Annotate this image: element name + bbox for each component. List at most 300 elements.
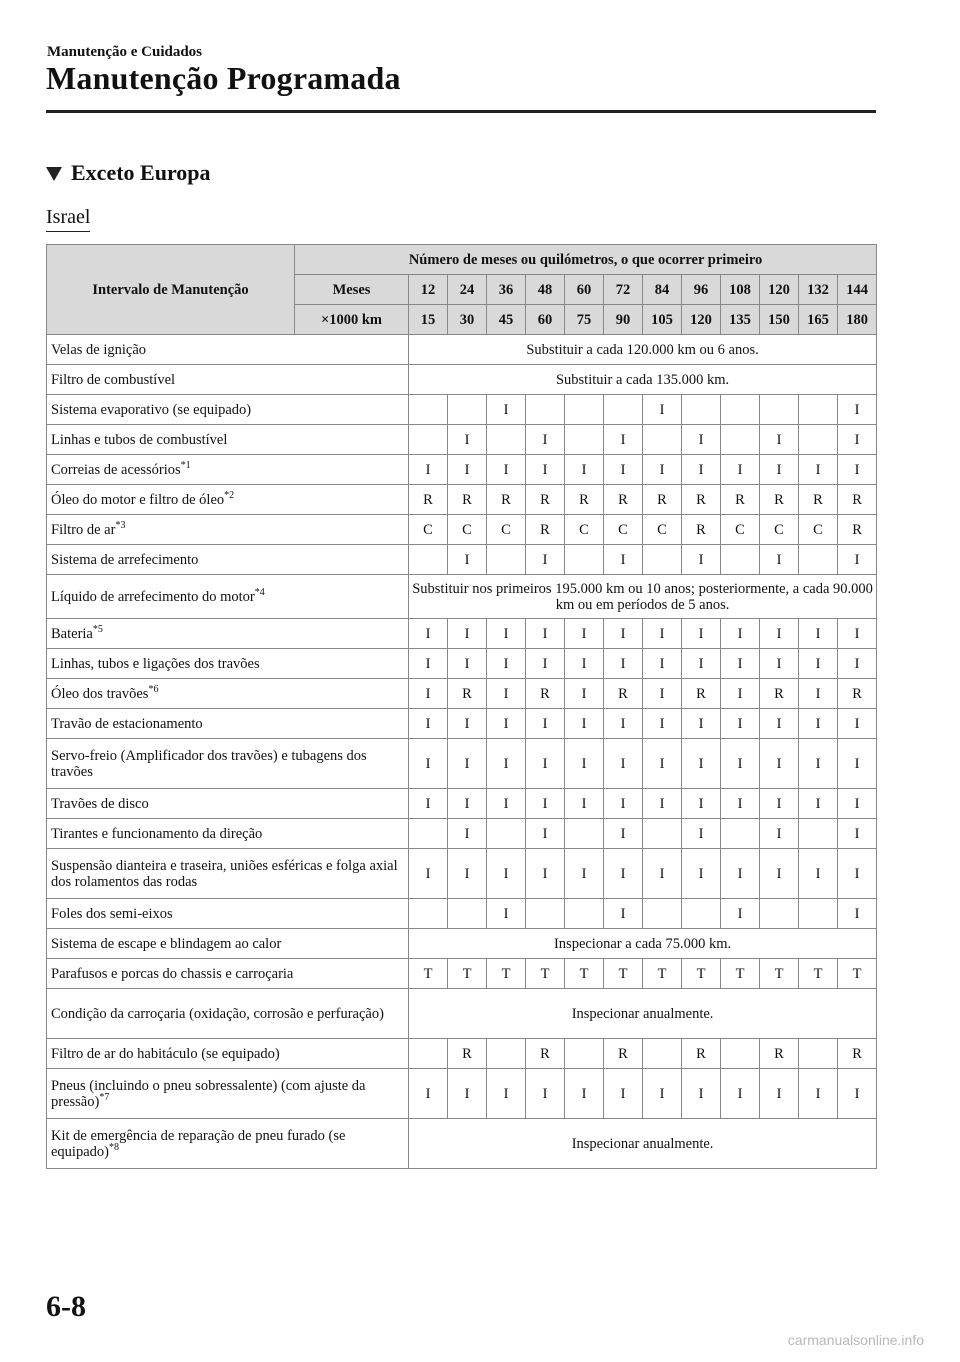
interval-cell: C	[409, 515, 448, 545]
interval-cell: R	[526, 515, 565, 545]
interval-cell: T	[643, 959, 682, 989]
interval-cell: I	[799, 455, 838, 485]
interval-cell: I	[487, 455, 526, 485]
interval-cell: R	[448, 485, 487, 515]
interval-cell: I	[604, 739, 643, 789]
km-value-cell: 45	[487, 305, 526, 335]
interval-cell: I	[721, 739, 760, 789]
interval-cell: I	[409, 849, 448, 899]
months-value-cell: 120	[760, 275, 799, 305]
table-row	[47, 335, 877, 365]
interval-cell: I	[682, 1069, 721, 1119]
interval-cell: I	[721, 455, 760, 485]
interval-cell	[526, 395, 565, 425]
interval-cell: I	[565, 679, 604, 709]
interval-cell: I	[487, 649, 526, 679]
interval-cell: I	[838, 545, 877, 575]
table-row	[47, 929, 877, 959]
interval-cell: I	[565, 619, 604, 649]
interval-cell: I	[604, 545, 643, 575]
item-label-cell	[47, 575, 409, 619]
interval-cell	[721, 395, 760, 425]
item-label: Filtro de ar do habitáculo (se equipado)	[51, 1045, 280, 1062]
km-value-cell: 60	[526, 305, 565, 335]
interval-cell: I	[604, 649, 643, 679]
section-title: Exceto Europa	[71, 160, 211, 185]
table-row	[47, 959, 877, 989]
interval-cell	[487, 819, 526, 849]
interval-cell: I	[565, 455, 604, 485]
item-label-cell	[47, 545, 409, 575]
interval-cell: I	[760, 455, 799, 485]
table-header	[47, 245, 877, 335]
interval-cell: I	[565, 849, 604, 899]
interval-cell: I	[643, 649, 682, 679]
interval-cell: C	[604, 515, 643, 545]
interval-cell: I	[838, 899, 877, 929]
item-label: Tirantes e funcionamento da direção	[51, 825, 263, 842]
item-label: Velas de ignição	[51, 341, 147, 358]
interval-span-cell: Substituir a cada 135.000 km.	[409, 365, 877, 395]
interval-cell: I	[682, 709, 721, 739]
months-value-cell: 12	[409, 275, 448, 305]
table-row	[47, 619, 877, 649]
interval-cell: T	[604, 959, 643, 989]
interval-cell	[565, 425, 604, 455]
interval-cell: I	[487, 899, 526, 929]
interval-cell: I	[838, 789, 877, 819]
interval-cell	[643, 425, 682, 455]
interval-cell: T	[526, 959, 565, 989]
interval-cell: C	[799, 515, 838, 545]
interval-cell: T	[682, 959, 721, 989]
km-label-cell: ×1000 km	[295, 305, 409, 335]
interval-cell: C	[565, 515, 604, 545]
interval-cell: I	[838, 425, 877, 455]
item-label-cell	[47, 649, 409, 679]
chapter-label: Manutenção e Cuidados	[47, 44, 203, 60]
interval-cell: I	[526, 649, 565, 679]
interval-cell: I	[409, 1069, 448, 1119]
interval-cell	[799, 545, 838, 575]
interval-cell: R	[682, 485, 721, 515]
interval-cell: R	[682, 515, 721, 545]
interval-cell	[721, 545, 760, 575]
interval-cell	[682, 395, 721, 425]
interval-cell: R	[448, 679, 487, 709]
interval-cell: I	[409, 679, 448, 709]
interval-cell: I	[565, 739, 604, 789]
interval-span-cell: Substituir a cada 120.000 km ou 6 anos.	[409, 335, 877, 365]
months-value-cell: 108	[721, 275, 760, 305]
item-label: Sistema evaporativo (se equipado)	[51, 401, 252, 418]
interval-cell: I	[721, 1069, 760, 1119]
interval-cell	[526, 899, 565, 929]
interval-cell: I	[448, 545, 487, 575]
interval-cell	[721, 819, 760, 849]
interval-cell: I	[682, 425, 721, 455]
interval-cell: R	[760, 679, 799, 709]
interval-cell: I	[682, 739, 721, 789]
footnote-marker: *6	[148, 683, 159, 695]
interval-cell: I	[565, 1069, 604, 1119]
interval-cell: I	[565, 789, 604, 819]
item-label: Suspensão dianteira e traseira, uniões esféricas e folga axial dos rolamentos das rodas	[51, 857, 398, 890]
interval-cell: T	[565, 959, 604, 989]
item-label: Condição da carroçaria (oxidação, corrosão e perfuração)	[51, 1005, 384, 1022]
months-value-cell: 60	[565, 275, 604, 305]
interval-cell: R	[838, 679, 877, 709]
months-value-cell: 24	[448, 275, 487, 305]
table-row	[47, 709, 877, 739]
interval-cell: C	[448, 515, 487, 545]
interval-cell	[487, 1039, 526, 1069]
interval-cell: R	[682, 1039, 721, 1069]
interval-cell: I	[448, 849, 487, 899]
interval-cell: C	[487, 515, 526, 545]
footnote-marker: *5	[92, 623, 103, 635]
interval-cell: I	[643, 849, 682, 899]
table-body	[47, 335, 877, 1169]
interval-cell	[487, 545, 526, 575]
interval-cell	[799, 395, 838, 425]
item-label-cell	[47, 335, 409, 365]
item-label-cell	[47, 455, 409, 485]
item-label: Correias de acessórios	[51, 461, 181, 478]
months-label-cell: Meses	[295, 275, 409, 305]
interval-cell: R	[526, 1039, 565, 1069]
interval-cell: R	[838, 515, 877, 545]
item-label-cell	[47, 899, 409, 929]
interval-cell: R	[448, 1039, 487, 1069]
table-row	[47, 365, 877, 395]
km-value-cell: 90	[604, 305, 643, 335]
interval-cell	[721, 1039, 760, 1069]
interval-cell	[565, 899, 604, 929]
triangle-down-icon	[46, 167, 62, 181]
interval-cell: I	[448, 455, 487, 485]
interval-cell: I	[721, 789, 760, 819]
interval-cell: T	[487, 959, 526, 989]
interval-cell: I	[604, 849, 643, 899]
km-value-cell: 30	[448, 305, 487, 335]
interval-cell: I	[838, 395, 877, 425]
interval-cell	[799, 819, 838, 849]
item-label-cell	[47, 789, 409, 819]
interval-cell: I	[526, 619, 565, 649]
interval-cell: I	[409, 739, 448, 789]
header-divider	[46, 110, 876, 113]
km-value-cell: 105	[643, 305, 682, 335]
months-value-cell: 132	[799, 275, 838, 305]
interval-cell: C	[721, 515, 760, 545]
interval-cell: I	[838, 819, 877, 849]
item-label: Líquido de arrefecimento do motor	[51, 588, 255, 605]
interval-cell: I	[760, 849, 799, 899]
interval-cell: R	[565, 485, 604, 515]
interval-cell: T	[409, 959, 448, 989]
interval-cell: I	[604, 899, 643, 929]
item-label: Foles dos semi-eixos	[51, 905, 173, 922]
interval-cell: I	[799, 679, 838, 709]
item-label-cell	[47, 679, 409, 709]
interval-cell	[799, 1039, 838, 1069]
interval-cell	[565, 1039, 604, 1069]
item-label-cell	[47, 959, 409, 989]
table-row	[47, 1069, 877, 1119]
interval-cell: I	[643, 789, 682, 819]
interval-cell: I	[409, 709, 448, 739]
interval-cell: I	[526, 545, 565, 575]
interval-cell: R	[838, 1039, 877, 1069]
interval-cell: I	[448, 619, 487, 649]
interval-cell: I	[838, 619, 877, 649]
interval-cell: C	[643, 515, 682, 545]
interval-cell	[760, 899, 799, 929]
interval-cell	[565, 819, 604, 849]
item-label-cell	[47, 515, 409, 545]
interval-cell: I	[799, 1069, 838, 1119]
interval-cell: I	[721, 619, 760, 649]
interval-cell: I	[760, 1069, 799, 1119]
interval-cell	[487, 425, 526, 455]
table-row	[47, 485, 877, 515]
interval-span-cell: Inspecionar anualmente.	[409, 1119, 877, 1169]
interval-cell: I	[526, 425, 565, 455]
interval-cell: I	[643, 1069, 682, 1119]
table-row	[47, 849, 877, 899]
interval-cell: I	[487, 739, 526, 789]
interval-cell: I	[526, 1069, 565, 1119]
interval-cell: I	[799, 619, 838, 649]
item-label-cell	[47, 619, 409, 649]
interval-cell: I	[721, 649, 760, 679]
table-row	[47, 789, 877, 819]
footnote-marker: *3	[115, 519, 126, 531]
interval-cell	[643, 819, 682, 849]
interval-cell: I	[448, 819, 487, 849]
interval-cell: T	[838, 959, 877, 989]
item-label: Parafusos e porcas do chassis e carroçaria	[51, 965, 294, 982]
interval-span-cell: Substituir nos primeiros 195.000 km ou 10 anos; posteriormente, a cada 90.000 km ou em períodos de 5 anos.	[409, 575, 877, 619]
interval-cell: I	[682, 649, 721, 679]
interval-cell: I	[409, 619, 448, 649]
months-value-cell: 144	[838, 275, 877, 305]
interval-cell: R	[838, 485, 877, 515]
item-label: Bateria	[51, 625, 93, 642]
interval-cell: R	[760, 1039, 799, 1069]
maintenance-schedule-table	[46, 244, 877, 1169]
interval-cell: I	[760, 739, 799, 789]
item-label-cell	[47, 709, 409, 739]
km-value-cell: 165	[799, 305, 838, 335]
item-label: Filtro de ar	[51, 521, 116, 538]
interval-cell	[643, 899, 682, 929]
interval-cell: R	[721, 485, 760, 515]
table-row	[47, 515, 877, 545]
interval-cell	[409, 1039, 448, 1069]
table-row	[47, 899, 877, 929]
interval-cell	[643, 1039, 682, 1069]
table-row	[47, 425, 877, 455]
km-value-cell: 75	[565, 305, 604, 335]
footnote-marker: *8	[108, 1141, 119, 1153]
interval-cell: I	[682, 619, 721, 649]
months-value-cell: 48	[526, 275, 565, 305]
interval-cell: I	[760, 545, 799, 575]
interval-cell: R	[760, 485, 799, 515]
interval-cell: I	[721, 679, 760, 709]
interval-span-cell: Inspecionar anualmente.	[409, 989, 877, 1039]
interval-cell: I	[760, 819, 799, 849]
interval-cell: I	[487, 1069, 526, 1119]
interval-cell	[721, 425, 760, 455]
interval-cell: I	[799, 649, 838, 679]
interval-cell: C	[760, 515, 799, 545]
interval-cell: I	[487, 709, 526, 739]
interval-cell: I	[760, 425, 799, 455]
item-label-cell	[47, 929, 409, 959]
interval-cell	[799, 425, 838, 455]
interval-cell: I	[760, 649, 799, 679]
interval-cell: I	[682, 819, 721, 849]
section-heading	[46, 160, 211, 186]
interval-cell: I	[682, 455, 721, 485]
item-label: Filtro de combustível	[51, 371, 176, 388]
interval-cell: T	[721, 959, 760, 989]
interval-cell: I	[526, 789, 565, 819]
interval-cell: I	[838, 739, 877, 789]
months-value-cell: 96	[682, 275, 721, 305]
interval-cell: I	[604, 819, 643, 849]
interval-cell: I	[760, 619, 799, 649]
km-value-cell: 150	[760, 305, 799, 335]
months-value-cell: 84	[643, 275, 682, 305]
interval-cell	[565, 395, 604, 425]
item-label-cell	[47, 425, 409, 455]
interval-cell	[682, 899, 721, 929]
item-label-cell	[47, 989, 409, 1039]
interval-cell: R	[643, 485, 682, 515]
interval-cell: I	[487, 849, 526, 899]
interval-cell: I	[565, 709, 604, 739]
table-row	[47, 575, 877, 619]
table-row	[47, 1119, 877, 1169]
interval-cell: I	[487, 619, 526, 649]
interval-cell: R	[604, 1039, 643, 1069]
item-label: Linhas e tubos de combustível	[51, 431, 228, 448]
interval-cell: I	[643, 679, 682, 709]
item-label: Linhas, tubos e ligações dos travões	[51, 655, 260, 672]
item-label-cell	[47, 365, 409, 395]
table-row	[47, 739, 877, 789]
interval-cell	[760, 395, 799, 425]
interval-cell: I	[526, 455, 565, 485]
interval-cell: I	[604, 619, 643, 649]
interval-cell: I	[487, 395, 526, 425]
table-row	[47, 819, 877, 849]
interval-cell	[409, 899, 448, 929]
km-value-cell: 135	[721, 305, 760, 335]
interval-cell: I	[760, 789, 799, 819]
table-row	[47, 1039, 877, 1069]
table-row	[47, 545, 877, 575]
item-label-cell	[47, 1069, 409, 1119]
footnote-marker: *2	[224, 489, 235, 501]
item-label-cell	[47, 1039, 409, 1069]
interval-cell: I	[721, 849, 760, 899]
span-header-cell: Número de meses ou quilómetros, o que ocorrer primeiro	[295, 245, 877, 275]
table-row	[47, 649, 877, 679]
footnote-marker: *7	[99, 1091, 110, 1103]
table-row	[47, 989, 877, 1039]
months-value-cell: 36	[487, 275, 526, 305]
interval-cell: I	[721, 709, 760, 739]
interval-cell: I	[799, 739, 838, 789]
interval-cell: I	[448, 739, 487, 789]
item-label: Travão de estacionamento	[51, 715, 203, 732]
page-number: 6-8	[46, 1290, 86, 1323]
interval-cell: I	[643, 455, 682, 485]
item-label-cell	[47, 849, 409, 899]
interval-cell: I	[838, 455, 877, 485]
interval-cell: I	[799, 709, 838, 739]
interval-cell: I	[448, 1069, 487, 1119]
interval-cell: I	[487, 679, 526, 709]
interval-cell: I	[526, 819, 565, 849]
interval-cell: I	[838, 649, 877, 679]
interval-cell	[448, 899, 487, 929]
interval-cell: T	[448, 959, 487, 989]
interval-cell: I	[526, 709, 565, 739]
table-row	[47, 455, 877, 485]
interval-cell: I	[448, 789, 487, 819]
interval-cell: I	[409, 455, 448, 485]
interval-cell: I	[448, 649, 487, 679]
interval-cell: I	[799, 789, 838, 819]
interval-cell: I	[409, 649, 448, 679]
interval-cell: I	[604, 1069, 643, 1119]
interval-cell: I	[448, 425, 487, 455]
corner-header-cell: Intervalo de Manutenção	[47, 245, 295, 335]
interval-cell: R	[526, 679, 565, 709]
interval-cell: R	[487, 485, 526, 515]
item-label-cell	[47, 395, 409, 425]
interval-cell: R	[604, 485, 643, 515]
interval-cell: R	[409, 485, 448, 515]
item-label: Óleo do motor e filtro de óleo	[51, 491, 225, 508]
item-label-cell	[47, 1119, 409, 1169]
interval-span-cell: Inspecionar a cada 75.000 km.	[409, 929, 877, 959]
interval-cell: I	[604, 789, 643, 819]
interval-cell	[409, 425, 448, 455]
km-value-cell: 15	[409, 305, 448, 335]
interval-cell	[643, 545, 682, 575]
interval-cell: I	[682, 849, 721, 899]
interval-cell: I	[643, 709, 682, 739]
interval-cell: I	[760, 709, 799, 739]
interval-cell: I	[682, 545, 721, 575]
interval-cell: I	[838, 849, 877, 899]
item-label: Kit de emergência de reparação de pneu furado (se equipado)	[51, 1127, 346, 1160]
item-label-cell	[47, 739, 409, 789]
interval-cell: R	[526, 485, 565, 515]
interval-cell	[409, 395, 448, 425]
interval-cell: I	[838, 709, 877, 739]
interval-cell: I	[604, 709, 643, 739]
table-row	[47, 679, 877, 709]
interval-cell: I	[721, 899, 760, 929]
